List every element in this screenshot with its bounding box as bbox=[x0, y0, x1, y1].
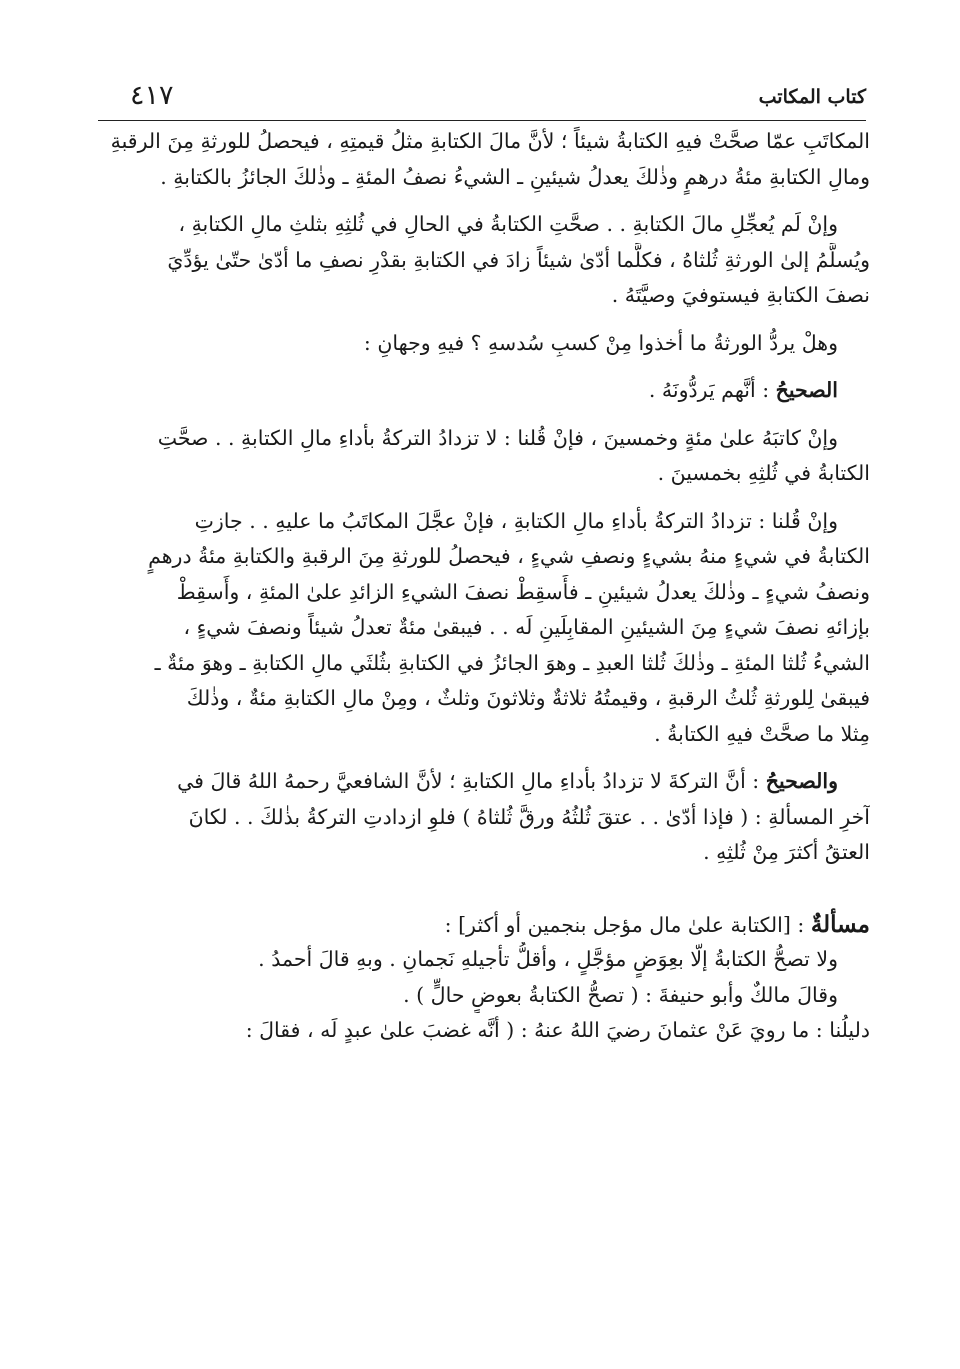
text-line bbox=[98, 764, 870, 800]
paragraph-5 bbox=[98, 421, 870, 492]
page-number: ٤١٧ bbox=[130, 80, 174, 111]
text-line: نصفَ الكتابةِ فيستوفيَ وصيَّتَهُ . bbox=[611, 283, 870, 307]
running-title: كتاب المكاتب bbox=[758, 86, 866, 108]
lead-term: والصحيحُ bbox=[765, 769, 838, 793]
lead-text: : أنَّ التركةَ لا تزدادُ بأداءِ مالِ الكتابةِ ؛ لأنَّ الشافعيَّ رحمهُ اللهُ قالَ في bbox=[177, 769, 766, 793]
lead-term: الصحيحُ bbox=[775, 378, 838, 402]
text-line: فيبقىٰ لِلورثةِ ثُلثُ الرقبةِ ، وقيمتُهُ ثلاثةٌ وثلاثونَ وثلثٌ ، ومِنْ مالِ الكتابةِ مئةٌ ، وذٰلكَ bbox=[186, 686, 870, 710]
paragraph-1 bbox=[98, 124, 870, 195]
text-line: المكاتَبِ عمّا صحَّتْ فيهِ الكتابةُ شيئاً ؛ لأنَّ مالَ الكتابةِ مثلُ قيمتِهِ ، فيحصلُ للورثةِ مِنَ الرقبةِ bbox=[110, 129, 870, 153]
section-title: مسألةٌ bbox=[810, 910, 870, 938]
text-line: وقالَ مالكٌ وأبو حنيفةَ : ( تصحُّ الكتابةُ بعوضٍ حالٍّ ) . bbox=[403, 982, 838, 1007]
text-line bbox=[98, 373, 870, 409]
text-line: وإنْ لَم يُعجِّلِ مالَ الكتابةِ . . صحَّتِ الكتابةُ في الحالِ في ثُلثِهِ بثلثِ مالِ الكتابةِ ، bbox=[178, 212, 838, 236]
text-line: دليلُنا : ما رويَ عَنْ عثمانَ رضيَ اللهُ عنهُ : ( أنَّه غضبَ علىٰ عبدٍ لَه ، فقالَ : bbox=[245, 1018, 870, 1042]
text-line: العتقُ أكثرَ مِنْ ثُلثِهِ . bbox=[703, 840, 870, 864]
text-line: ومالِ الكتابةِ مئةُ درهمٍ وذٰلكَ يعدلُ شيئينِ ـ الشيءُ نصفُ المئةِ ـ وذٰلكَ الجائزُ بالكتابةِ . bbox=[160, 164, 870, 189]
text-line: آخرِ المسألةِ : ( فإذا أدّىٰ . . عتقَ ثُلثُهُ ورقَّ ثُلثاهُ ) فلوِ ازدادتِ التركةُ بذٰلكَ . . لكانَ bbox=[188, 804, 870, 829]
paragraph-7 bbox=[98, 764, 870, 871]
header-rule bbox=[98, 120, 866, 121]
paragraph-4 bbox=[98, 373, 870, 409]
text-line: وهلْ يردُّ الورثةُ ما أخذوا مِنْ كسبِ سُدسهِ ؟ فيهِ وجهانِ : bbox=[363, 330, 838, 355]
text-line: الكتابةُ في ثُلثِهِ بخمسينَ . bbox=[657, 461, 870, 485]
text-line: وإنْ كاتبَهُ علىٰ مئةٍ وخمسينَ ، فإنْ قُلنا : لا تزدادُ التركةُ بأداءِ مالِ الكتابةِ . . صحَّتِ bbox=[157, 425, 838, 450]
paragraph-3 bbox=[98, 326, 870, 362]
text-line: الكتابةُ في شيءٍ منهُ بشيءٍ ونصفِ شيءٍ ، فيحصلُ للورثةِ مِنَ الرقبةِ والكتابةِ مئةُ درهمٍ bbox=[148, 544, 870, 568]
section-subtitle: : [الكتابة علىٰ مال مؤجل بنجمين أو أكثر] : bbox=[444, 912, 811, 937]
page-header bbox=[98, 80, 866, 122]
text-line: ولا تصحُّ الكتابةُ إلّا بعِوَضٍ مؤجَّلٍ ، وأقلُّ تأجيلهِ نَجمانِ . وبهِ قالَ أحمدُ . bbox=[258, 947, 838, 971]
text-line: وإنْ قُلنا : تزدادُ التركةُ بأداءِ مالِ الكتابةِ ، فإنْ عجَّلَ المكاتَبُ ما عليهِ . . جازتِ bbox=[194, 508, 838, 533]
text-line: ونصفُ شيءٍ ـ وذٰلكَ يعدلُ شيئينِ ـ فأَسقِطْ نصفَ الشيءِ الزائدِ علىٰ المئةِ ، وأَسقِطْ bbox=[176, 579, 870, 604]
page-body bbox=[98, 124, 870, 1061]
text-line: الشيءُ ثُلثا المئةِ ـ وذٰلكَ ثُلثا العبدِ ـ وهوَ الجائزُ في الكتابةِ بثُلثَي مالِ الكتابةِ ـ وهوَ مئةٌ ـ bbox=[154, 650, 870, 675]
section-masala bbox=[98, 907, 870, 1049]
text-line: ويُسلَّمُ إلىٰ الورثةِ ثُلثاهُ ، فكلَّما أدّىٰ شيئاً زادَ في الكتابةِ بقدْرِ نصفِ ما أدّىٰ حتّىٰ يؤدِّيَ bbox=[167, 247, 870, 272]
paragraph-6 bbox=[98, 504, 870, 753]
section-heading bbox=[98, 907, 870, 943]
paragraph-2 bbox=[98, 207, 870, 314]
text-line: بإزائهِ نصفَ شيءٍ مِنَ الشيئينِ المقابِلَينِ لَه . . فيبقىٰ مئةٌ تعدلُ شيئاً ونصفَ شيءٍ ، bbox=[183, 615, 870, 639]
lead-text: : أنَّهم يَردُّونَهُ . bbox=[648, 378, 776, 402]
text-line: مِثلا ما صحَّتْ فيهِ الكتابةُ . bbox=[654, 721, 870, 746]
